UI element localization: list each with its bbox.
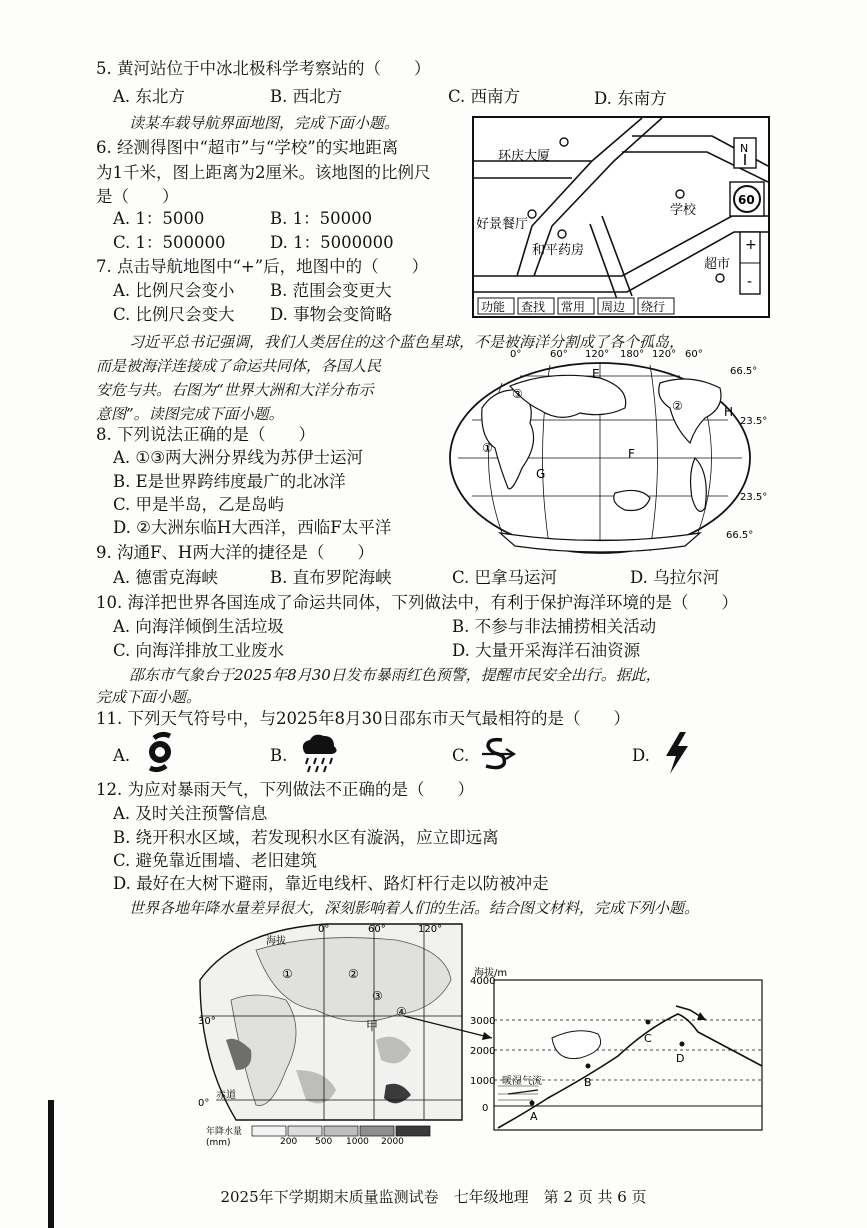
q11-option-d[interactable]: D. xyxy=(632,746,650,765)
legend-swatch xyxy=(288,1126,322,1136)
q8-option-c[interactable]: C. 甲是半岛，乙是岛屿 xyxy=(113,495,285,514)
svg-text:N: N xyxy=(740,142,749,155)
world-lon-60w: 60° xyxy=(685,349,703,360)
landmark-supermarket-icon xyxy=(716,274,724,282)
legend-unit: (mm) xyxy=(206,1138,231,1148)
legend-swatch xyxy=(324,1126,358,1136)
rain-lat-30: 30° xyxy=(198,1016,216,1027)
q7-option-a[interactable]: A. 比例尺会变小 xyxy=(113,281,235,300)
q10-option-a[interactable]: A. 向海洋倾倒生活垃圾 xyxy=(113,617,284,636)
q6-option-a[interactable]: A. 1：5000 xyxy=(113,209,205,228)
world-lat-23n: 23.5° xyxy=(740,416,768,427)
nav-intro: 读某车载导航界面地图，完成下面小题。 xyxy=(129,114,400,132)
ytick-1000: 1000 xyxy=(470,1076,496,1087)
q6-option-c[interactable]: C. 1：500000 xyxy=(113,233,226,252)
q6-option-d[interactable]: D. 1：5000000 xyxy=(270,233,394,252)
ocean-intro-line-4: 意图”。读图完成下面小题。 xyxy=(96,405,284,423)
q6-stem-3: 是（ ） xyxy=(96,187,179,206)
ytick-3000: 3000 xyxy=(470,1016,496,1027)
q12-option-a[interactable]: A. 及时关注预警信息 xyxy=(113,804,268,823)
binding-edge-bar xyxy=(48,1100,54,1228)
legend-title: 年降水量 xyxy=(206,1127,243,1137)
q8-stem: 8. 下列说法正确的是（ ） xyxy=(96,425,315,444)
q9-option-a[interactable]: A. 德雷克海峡 xyxy=(113,568,218,587)
label-2: ② xyxy=(672,399,683,413)
legend-swatch xyxy=(360,1126,394,1136)
sandstorm-icon xyxy=(478,734,520,774)
place-restaurant: 好景餐厅 xyxy=(476,217,529,232)
q7-option-b[interactable]: B. 范围会变更大 xyxy=(270,281,392,300)
label-1: ① xyxy=(482,441,493,455)
legend-value-200: 200 xyxy=(280,1137,298,1147)
rain-lat-0: 0° xyxy=(198,1098,210,1109)
world-lat-23s: 23.5° xyxy=(740,492,768,503)
zoom-out-button[interactable]: - xyxy=(747,274,753,290)
rain-marker-2: ② xyxy=(348,967,359,981)
rain-lon-120: 120° xyxy=(418,924,443,935)
legend-value-500: 500 xyxy=(315,1137,333,1147)
q12-option-c[interactable]: C. 避免靠近围墙、老旧建筑 xyxy=(113,851,318,870)
weather-intro-line-2: 完成下面小题。 xyxy=(96,688,202,706)
q11-option-c[interactable]: C. xyxy=(452,746,470,765)
point-A: A xyxy=(530,1110,538,1123)
compass-north-icon xyxy=(734,138,756,168)
world-lon-180: 180° xyxy=(620,349,645,360)
q11-option-a[interactable]: A. xyxy=(113,746,131,765)
page-footer: 2025年下学期期末质量监测试卷 七年级地理 第 2 页 共 6 页 xyxy=(220,1188,647,1206)
lightning-icon xyxy=(660,730,692,776)
q6-stem-1: 6. 经测得图中“超市”与“学校”的实地距离 xyxy=(96,138,399,157)
label-F: F xyxy=(628,447,635,461)
rain-lon-60: 60° xyxy=(368,924,386,935)
world-lon-60: 60° xyxy=(550,349,568,360)
place-pharmacy: 和平药房 xyxy=(532,243,585,258)
world-lon-120w: 120° xyxy=(652,349,677,360)
q9-stem: 9. 沟通F、H两大洋的捷径是（ ） xyxy=(96,543,374,562)
ytick-0: 0 xyxy=(482,1103,489,1114)
legend-swatches xyxy=(252,1126,430,1136)
q5-option-b[interactable]: B. 西北方 xyxy=(270,87,343,106)
legend-swatch xyxy=(252,1126,286,1136)
q10-stem: 10. 海洋把世界各国连成了命运共同体，下列做法中，有利于保护海洋环境的是（ ） xyxy=(96,593,738,612)
legend-value-1000: 1000 xyxy=(346,1137,369,1147)
point-B: B xyxy=(584,1076,592,1089)
q6-option-b[interactable]: B. 1：50000 xyxy=(270,209,373,228)
speed-limit-icon xyxy=(730,182,764,216)
q8-option-b[interactable]: B. E是世界跨纬度最广的北冰洋 xyxy=(113,472,346,491)
nav-button-detour[interactable]: 绕行 xyxy=(641,300,666,314)
q9-option-b[interactable]: B. 直布罗陀海峡 xyxy=(270,568,392,587)
rain-lon-0: 0° xyxy=(318,924,330,935)
weather-intro-line-1: 邵东市气象台于2025年8月30日发布暴雨红色预警，提醒市民安全出行。据此， xyxy=(129,666,661,684)
q5-stem: 5. 黄河站位于中冰北极科学考察站的（ ） xyxy=(96,59,431,78)
nav-button-nearby[interactable]: 周边 xyxy=(601,300,626,314)
world-lat-66n: 66.5° xyxy=(730,366,758,377)
rain-marker-4: ④ xyxy=(396,1005,407,1019)
nav-button-common[interactable]: 常用 xyxy=(561,300,586,314)
rain-equator-label: 赤道 xyxy=(216,1090,236,1101)
world-oceans-map xyxy=(440,348,768,564)
mountain-profile-diagram xyxy=(468,966,768,1134)
q10-option-c[interactable]: C. 向海洋排放工业废水 xyxy=(113,641,285,660)
q9-option-c[interactable]: C. 巴拿马运河 xyxy=(452,568,558,587)
ocean-intro-line-3: 安危与共。右图为“世界大洲和大洋分布示 xyxy=(96,381,374,399)
label-E: E xyxy=(592,367,600,381)
ytick-2000: 2000 xyxy=(470,1046,496,1057)
q10-option-b[interactable]: B. 不参与非法捕捞相关活动 xyxy=(452,617,657,636)
q11-option-b[interactable]: B. xyxy=(270,746,288,765)
place-school: 学校 xyxy=(670,203,697,218)
landmark-huanqing-icon xyxy=(560,138,568,146)
q12-option-b[interactable]: B. 绕开积水区域，若发现积水区有漩涡，应立即远离 xyxy=(113,828,499,847)
rainstorm-icon xyxy=(298,730,340,774)
q5-option-a[interactable]: A. 东北方 xyxy=(113,87,185,106)
nav-button-search[interactable]: 查找 xyxy=(521,300,546,314)
q6-stem-2: 为1千米，图上距离为2厘米。该地图的比例尺 xyxy=(96,163,431,182)
legend-value-2000: 2000 xyxy=(381,1137,404,1147)
q12-stem: 12. 为应对暴雨天气，下列做法不正确的是（ ） xyxy=(96,780,474,799)
label-G: G xyxy=(536,467,546,481)
place-huanqing: 环庆大厦 xyxy=(498,149,551,164)
ocean-intro-line-1: 习近平总书记强调，我们人类居住的这个蓝色星球，不是被海洋分割成了各个孤岛， xyxy=(129,333,685,351)
q5-option-d[interactable]: D. 东南方 xyxy=(594,89,667,108)
q7-stem: 7. 点击导航地图中“+”后，地图中的（ ） xyxy=(96,257,429,276)
svg-text:60: 60 xyxy=(738,193,755,207)
place-supermarket: 超市 xyxy=(704,257,731,272)
q11-stem: 11. 下列天气符号中，与2025年8月30日邵东市天气最相符的是（ ） xyxy=(96,709,630,728)
rain-marker-jia: 甲 xyxy=(366,1019,379,1033)
navigation-map xyxy=(472,116,770,318)
typhoon-icon xyxy=(142,730,178,774)
q10-option-d[interactable]: D. 大量开采海洋石油资源 xyxy=(452,641,641,660)
label-H: H xyxy=(724,405,734,419)
q8-option-a[interactable]: A. ①③两大洲分界线为苏伊士运河 xyxy=(113,448,363,467)
landmark-pharmacy-icon xyxy=(558,230,566,238)
label-3: ③ xyxy=(512,387,523,401)
q7-option-d[interactable]: D. 事物会变简略 xyxy=(270,305,393,324)
q7-option-c[interactable]: C. 比例尺会变大 xyxy=(113,305,235,324)
legend-swatch xyxy=(396,1126,430,1136)
flow-label: 暖湿气流 xyxy=(502,1076,542,1087)
world-lon-120: 120° xyxy=(585,349,610,360)
ocean-intro-line-2: 而是被海洋连接成了命运共同体，各国人民 xyxy=(96,357,382,375)
world-lat-66s: 66.5° xyxy=(726,530,754,541)
nav-button-function[interactable]: 功能 xyxy=(481,300,506,314)
landmark-restaurant-icon xyxy=(528,210,536,218)
rain-marker-3: ③ xyxy=(372,989,383,1003)
profile-ylabel: 海拔/m xyxy=(474,968,508,979)
q12-option-d[interactable]: D. 最好在大树下避雨，靠近电线杆、路灯杆行走以防被冲走 xyxy=(113,874,549,893)
landmark-school-icon xyxy=(676,190,684,198)
q5-option-c[interactable]: C. 西南方 xyxy=(448,87,521,106)
world-lon-0: 0° xyxy=(510,349,522,360)
point-C: C xyxy=(644,1032,652,1045)
ytick-4000: 4000 xyxy=(470,976,496,987)
zoom-in-button[interactable]: + xyxy=(745,237,757,253)
rain-intro: 世界各地年降水量差异很大，深刻影响着人们的生活。结合图文材料，完成下列小题。 xyxy=(129,899,700,917)
q8-option-d[interactable]: D. ②大洲东临H大西洋，西临F太平洋 xyxy=(113,518,392,537)
q9-option-d[interactable]: D. 乌拉尔河 xyxy=(630,568,720,587)
point-D: D xyxy=(676,1052,685,1065)
rain-marker-1: ① xyxy=(282,967,293,981)
rain-top-label: 海拔 xyxy=(266,936,286,947)
